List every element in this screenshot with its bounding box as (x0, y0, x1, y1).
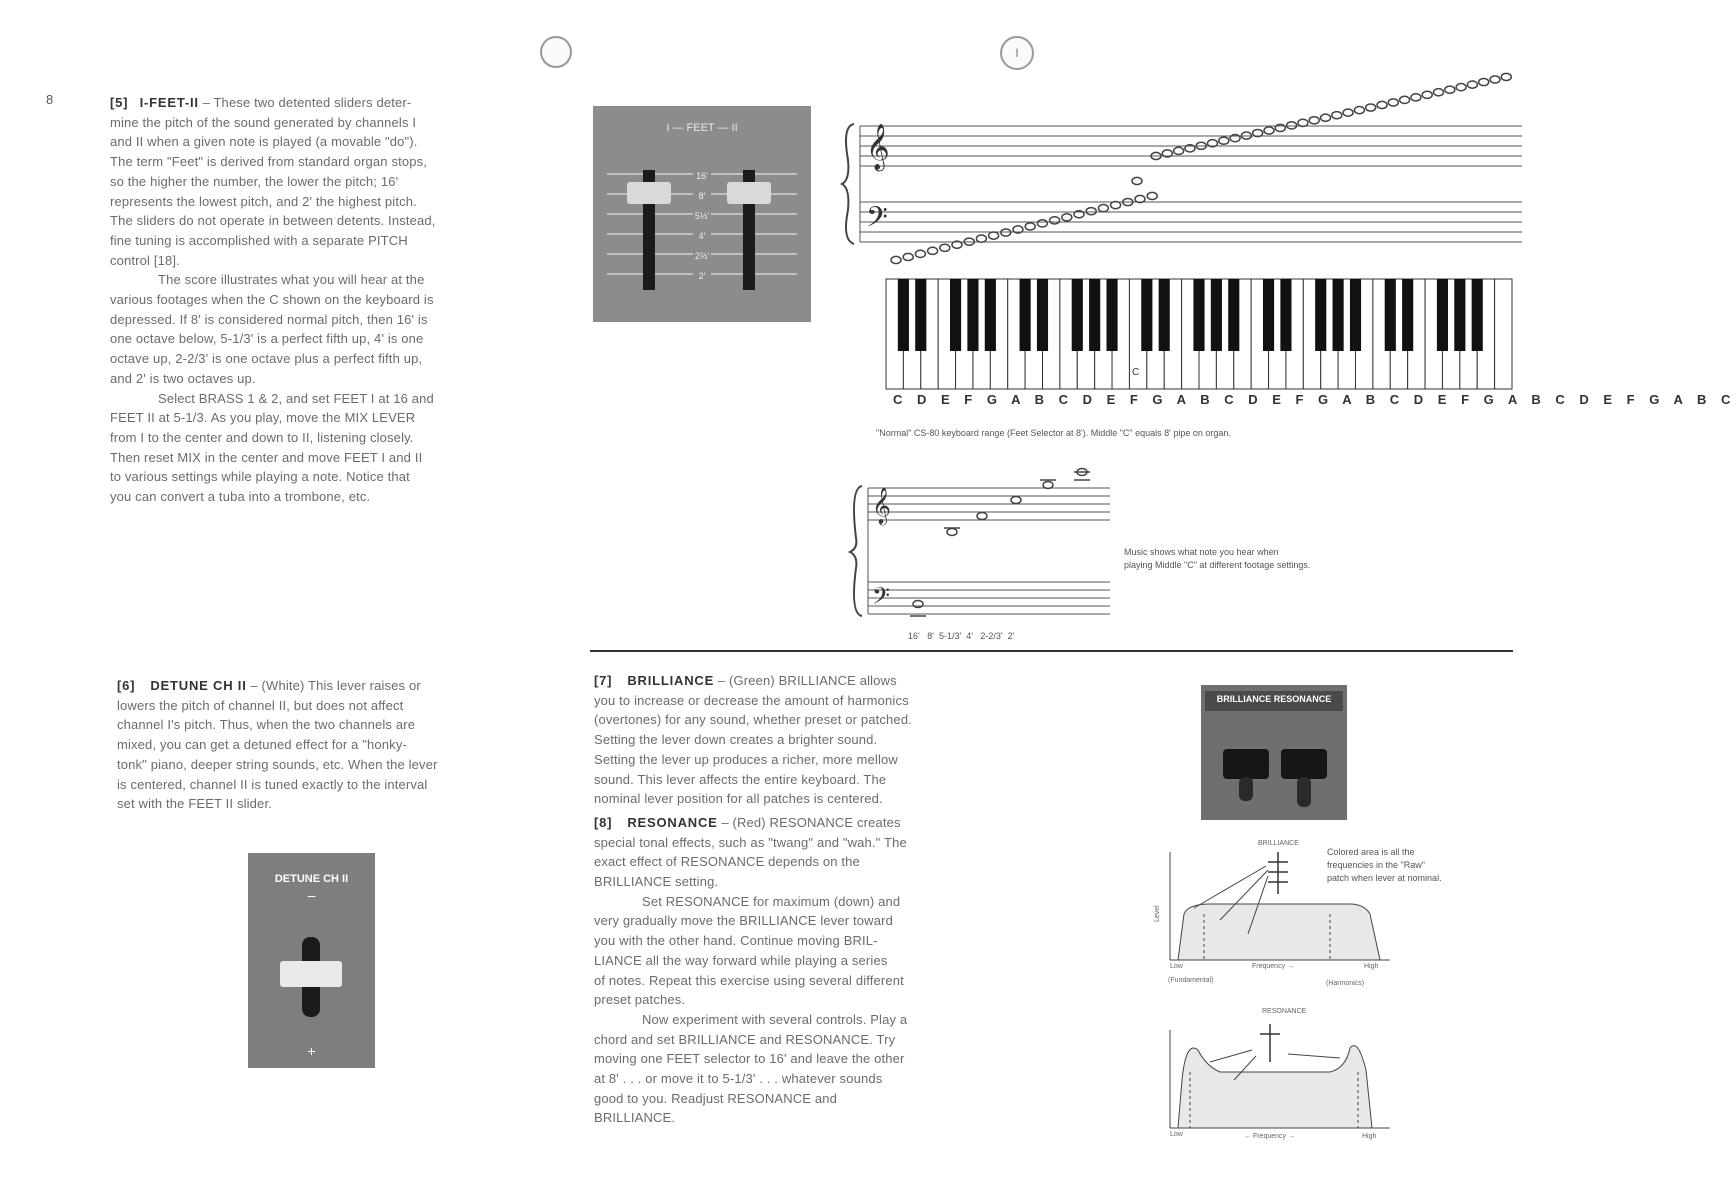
text-line: of notes. Repeat this exercise using several different (594, 972, 904, 988)
black-key (1333, 279, 1344, 351)
caption-line: Colored area is all the (1327, 847, 1415, 857)
note-head (1332, 112, 1342, 119)
resonance-lever-shaft (1297, 777, 1311, 807)
text-line: is centered, channel II is tuned exactly to the interval (117, 776, 428, 792)
resonance-frequency-graph (1150, 1010, 1400, 1135)
brilliance-title: BRILLIANCE (627, 673, 715, 688)
note-head (1298, 119, 1308, 126)
text-line: depressed. If 8' is considered normal pitch, then 16' is (110, 311, 428, 327)
page-number: 8 (46, 92, 54, 107)
text-line: The sliders do not operate in between detents. Instead, (110, 213, 436, 229)
text-line: Then reset MIX in the center and move FEET I and II (110, 449, 423, 465)
black-key (1472, 279, 1483, 351)
black-key (1315, 279, 1326, 351)
note-head (928, 247, 938, 254)
binder-hole-left (540, 36, 572, 68)
brilliance-paragraph (594, 671, 1034, 809)
feet-para-2 (110, 270, 550, 388)
note-head (1275, 124, 1285, 131)
svg-text:𝄞: 𝄞 (872, 486, 891, 524)
graph1-sub-low: (Fundamental) (1168, 977, 1214, 984)
detune-paragraph (117, 676, 537, 814)
text-line: chord and set BRILLIANCE and RESONANCE. Try (594, 1031, 896, 1047)
note-head (976, 235, 986, 242)
graph2-x-low: Low (1170, 1131, 1183, 1138)
detune-minus-mark: – (307, 887, 316, 903)
black-key (1350, 279, 1361, 351)
white-key (1495, 279, 1512, 389)
text-line: Setting the lever down creates a brighter sound. (594, 732, 878, 748)
text-line: very gradually move the BRILLIANCE lever toward (594, 913, 893, 929)
text-line: you to increase or decrease the amount of harmonics (594, 692, 909, 708)
feet-para-1 (110, 93, 550, 270)
keyboard-diagram (885, 278, 1513, 390)
detent-mark: 2' (698, 271, 706, 281)
text-line: lowers the pitch of channel II, but does not affect (117, 697, 404, 713)
detent-mark: 4' (698, 231, 706, 241)
note-head (940, 244, 950, 251)
text-line: special tonal effects, such as "twang" and "wah." The (594, 834, 907, 850)
feet-index: [5] (110, 95, 129, 110)
graph1-top-label: BRILLIANCE (1258, 840, 1299, 847)
graph2-x-high: High (1362, 1133, 1377, 1140)
feet-slider-photo (593, 106, 811, 322)
black-key (1159, 279, 1170, 351)
text-line: preset patches. (594, 992, 686, 1008)
text-line: FEET II at 5-1/3. As you play, move the MIX LEVER (110, 410, 416, 426)
text-line: The term "Feet" is derived from standard organ stops, (110, 154, 428, 170)
note-head (1050, 217, 1060, 224)
binder-hole-right: I (1000, 36, 1034, 70)
note-head (891, 256, 901, 263)
note-head (1456, 84, 1466, 91)
black-key (967, 279, 978, 351)
text-line: sound. This lever affects the entire keyboard. The (594, 771, 887, 787)
note-head (1411, 94, 1421, 101)
detent-mark: 8' (698, 191, 706, 201)
note-head (1264, 127, 1274, 134)
brilliance-index: [7] (594, 673, 613, 688)
brilliance-lever (1223, 749, 1269, 779)
brilliance-resonance-photo (1201, 685, 1347, 820)
note-head (1147, 192, 1157, 199)
text-line: one octave below, 5-1/3' is a perfect fifth up, 4' is one (110, 331, 424, 347)
text-line: – (Red) RESONANCE creates (721, 814, 901, 830)
feet-section (110, 93, 550, 507)
text-line: and 2' is two octaves up. (110, 370, 256, 386)
black-key (1385, 279, 1396, 351)
note-head (989, 232, 999, 239)
black-key (1402, 279, 1413, 351)
middle-c-label: C (1132, 367, 1140, 378)
text-line: moving one FEET selector to 16' and leave the other (594, 1051, 905, 1067)
text-line: various footages when the C shown on the keyboard is (110, 292, 434, 308)
keyboard-caption: "Normal" CS-80 keyboard range (Feet Selector at 8'). Middle "C" equals 8' pipe on organ. (876, 428, 1231, 438)
black-key (1211, 279, 1222, 351)
text-line: you can convert a tuba into a trombone, etc. (110, 489, 371, 505)
detune-photo-title: DETUNE CH II (274, 873, 349, 885)
resonance-index: [8] (594, 814, 613, 830)
text-line: Select BRASS 1 & 2, and set FEET I at 16 and (158, 390, 434, 406)
note-head (1479, 78, 1489, 85)
note-head (1501, 73, 1511, 80)
text-line: Set RESONANCE for maximum (down) and (642, 893, 901, 909)
feet-photo-title: I — FEET — II (666, 122, 738, 134)
black-key (1106, 279, 1117, 351)
note-head (1400, 96, 1410, 103)
text-line: tonk" piano, deeper string sounds, etc. When the lever (117, 756, 438, 772)
svg-text:𝄢: 𝄢 (872, 582, 891, 615)
br-photo-title: BRILLIANCE RESONANCE (1216, 694, 1332, 704)
text-line: at 8' . . . or move it to 5-1/3' . . . whatever sounds (594, 1071, 883, 1087)
keyboard-range-score (840, 60, 1530, 270)
black-key (1037, 279, 1048, 351)
feet-para-3 (110, 389, 550, 507)
text-line: you with the other hand. Continue moving BRIL- (594, 933, 878, 949)
black-key (1193, 279, 1204, 351)
note-head (1377, 101, 1387, 108)
text-line: – (Green) BRILLIANCE allows (717, 673, 897, 688)
text-line: and II when a given note is played (a movable "do"). (110, 134, 418, 150)
text-line: exact effect of RESONANCE depends on the (594, 854, 860, 870)
graph1-caption (1327, 846, 1442, 885)
text-line: (overtones) for any sound, whether preset or patched. (594, 712, 912, 728)
graph2-top-label: RESONANCE (1262, 1008, 1307, 1015)
resonance-para-3 (594, 1010, 1034, 1128)
resonance-title: RESONANCE (627, 814, 718, 830)
section-divider (590, 650, 1513, 652)
detune-lever-knob (280, 961, 342, 987)
note-head (1086, 208, 1096, 215)
note-head (1001, 229, 1011, 236)
text-line: Setting the lever up produces a richer, more mellow (594, 751, 898, 767)
resonance-paragraph (594, 813, 1034, 892)
note-head (1343, 109, 1353, 116)
black-key (1437, 279, 1448, 351)
text-line: – (White) This lever raises or (250, 678, 421, 693)
text-line: mine the pitch of the sound generated by channels I (110, 114, 417, 130)
note-head (1388, 99, 1398, 106)
note-head (1111, 202, 1121, 209)
graph1-x-mid: Frequency → (1252, 963, 1295, 970)
resonance-lever (1281, 749, 1327, 779)
detent-mark: 2⅔' (694, 251, 710, 261)
black-key (1141, 279, 1152, 351)
svg-text:𝄞: 𝄞 (866, 124, 890, 170)
text-line: good to you. Readjust RESONANCE and (594, 1090, 837, 1106)
text-line: – These two detented sliders deter- (202, 95, 412, 110)
text-line: represents the lowest pitch, and 2' the highest pitch. (110, 193, 417, 209)
caption-line: playing Middle "C" at different footage settings. (1124, 560, 1311, 570)
note-head (1434, 89, 1444, 96)
resonance-para-2 (594, 892, 1034, 1010)
detune-lever-photo (248, 853, 375, 1068)
text-line: nominal lever position for all patches is centered. (594, 791, 883, 807)
graph1-y-label: Level (1154, 905, 1161, 922)
black-key (950, 279, 961, 351)
detune-plus-mark: + (307, 1043, 316, 1059)
caption-line: Music shows what note you hear when (1124, 547, 1279, 557)
black-key (1228, 279, 1239, 351)
note-head (1219, 137, 1229, 144)
text-line: Now experiment with several controls. Play a (642, 1011, 908, 1027)
note-head (1354, 107, 1364, 114)
text-line: LIANCE all the way forward while playing a series (594, 952, 888, 968)
text-line: channel I's pitch. Thus, when the two channels are (117, 717, 416, 733)
text-line: BRILLIANCE. (594, 1110, 676, 1126)
black-key (1263, 279, 1274, 351)
text-line: control [18]. (110, 252, 180, 268)
detent-mark: 5⅓' (694, 211, 710, 221)
note-head (1098, 205, 1108, 212)
black-key (1454, 279, 1465, 351)
note-head (1467, 81, 1477, 88)
footage-labels: 16' 8' 5-1/3' 4' 2-2/3' 2' (908, 631, 1015, 641)
keyboard-note-letters: C D E F G A B C D E F G A B C D E F G A B C D E F G A B C D E F G A B C (893, 392, 1736, 407)
black-key (1280, 279, 1291, 351)
black-key (1089, 279, 1100, 351)
graph1-sub-high: (Harmonics) (1326, 980, 1365, 987)
detune-section (117, 676, 537, 814)
black-key (898, 279, 909, 351)
brilliance-resonance-section (594, 671, 1034, 1128)
detent-mark: 16' (696, 171, 708, 181)
svg-text:𝄢: 𝄢 (866, 201, 888, 241)
text-line: BRILLIANCE setting. (594, 874, 719, 890)
black-key (1020, 279, 1031, 351)
footage-score-caption (1124, 546, 1310, 572)
note-head (1025, 223, 1035, 230)
text-line: mixed, you can get a detuned effect for a "honky- (117, 737, 407, 753)
note-head (1309, 117, 1319, 124)
text-line: set with the FEET II slider. (117, 796, 272, 812)
footage-score (848, 458, 1118, 618)
black-key (985, 279, 996, 351)
brilliance-lever-shaft (1239, 777, 1253, 801)
note-head (915, 250, 925, 257)
note-head (1287, 122, 1297, 129)
detune-title: DETUNE CH II (150, 678, 247, 693)
note-head (1490, 76, 1500, 83)
text-line: octave up, 2-2/3' is one octave plus a perfect fifth up, (110, 351, 423, 367)
note-head (903, 253, 913, 260)
note-head (1174, 147, 1184, 154)
text-line: so the higher the number, the lower the pitch; 16' (110, 173, 399, 189)
note-head (1366, 104, 1376, 111)
detune-index: [6] (117, 678, 136, 693)
caption-line: frequencies in the "Raw" (1327, 860, 1425, 870)
caption-line: patch when lever at nominal. (1327, 873, 1442, 883)
black-key (1072, 279, 1083, 351)
feet-title: I-FEET-II (139, 95, 199, 110)
graph2-x-mid: ← Frequency → (1244, 1133, 1295, 1140)
text-line: from I to the center and down to II, listening closely. (110, 429, 414, 445)
feet-detent-marks (689, 166, 715, 286)
graph1-x-low: Low (1170, 963, 1183, 970)
text-line: to various settings while playing a note. Notice that (110, 469, 410, 485)
note-head (1422, 91, 1432, 98)
text-line: The score illustrates what you will hear at the (158, 272, 425, 288)
note-head (1445, 86, 1455, 93)
text-line: fine tuning is accomplished with a separate PITCH (110, 232, 408, 248)
note-head (1037, 220, 1047, 227)
note-head (1062, 214, 1072, 221)
note-head (1321, 114, 1331, 121)
note-head (1132, 177, 1142, 184)
graph1-x-high: High (1364, 963, 1379, 970)
black-key (915, 279, 926, 351)
